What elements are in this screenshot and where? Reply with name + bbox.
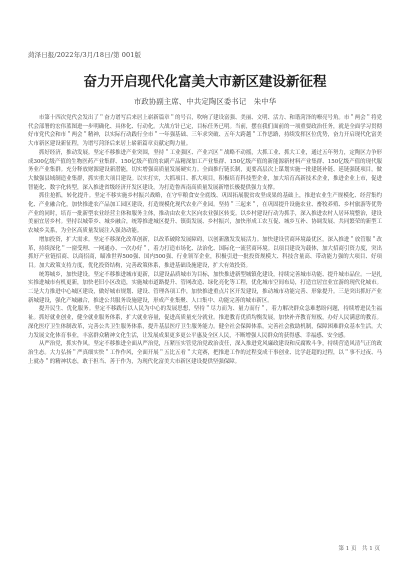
article-author: 市政协副主席、中共定陶区委书记 朱中华 <box>133 97 277 106</box>
article-title: 奋力开启现代化富美大市新区建设新征程 <box>83 74 327 90</box>
paragraph-2: 抓好经济，推动发展。坚定不移推进产业突围，坚持＂工业强区、产业兴区＂战略不动摇，大抓工业、抓大工业，通过五年努力，定陶区力争形成300亿级产值的生物医药产业集群、150亿级产值的农副产品精深加工产业集群、150亿级产值的新能源新材料产业集群、150亿级产值的现代服务业产业集群。充分释放财源建设新潜能，切实增强高质量发展硬实力。全面推行链长制，更要高层次上谋划实施一批建链补链、延链强链项目，做大做强县域制造业集群，抓实重大项目建设。以实打实，大抓项目、抓大项目，积极培育科技型企业，加大培育高新技术企业，推进企业上市，促进智能化、数字化转型，深入推进省级经济开发区建设，为打造鲁西南高质量发展新增长极提供强力支撑。 <box>28 149 382 191</box>
newspaper-meta: 菏泽日报/2022年/3月/18日/第 001版 <box>28 51 142 59</box>
paragraph-5: 统筹城乡，加快建设。坚定不移推进城市更新，以建设品质城市为目标，加快推进新型城镇化建设，持续完善城市功能、提升城市品位。一是扎实推进城市有机更新，加快老旧小区改造，实施城市道路提升、管网改造、绿化亮化等工程，优化城市空间布局，打造宜居宜业宜游的现代化城市。二是大力推进中心城区建设，做好城市规划、建设、管理各项工作，加快推进重点片区开发建设，推动城市功能完善、形象提升。三是突出抓好产业新城建设，强化产城融合，推进公共服务设施建设，形成产业集聚、人口集中、功能完善的城市新区。 <box>28 271 382 304</box>
paragraph-4: 增加投资，扩大需求。坚定不移深化改革创新，以改革破除发展障碍，以创新激发发展活力。加快建设营商环境最优区，深入推进＂放管服＂改革，持续深化＂一窗受理、一网通办、一次办好＂，着力打造市场化、法治化、国际化一流营商环境。以项目建设为载体，加大招商引资力度，突出抓好产业链招商、以商招商，瞄准世界500强、国内500强、行业领军企业，积极引进一批投资规模大、科技含量高、带动能力强的大项目、好项目。加大政策支持力度，优化投资结构，完善政策体系，推进基础设施建设，扩大有效投资。 <box>28 236 382 269</box>
paragraph-7: 从严治党，抓实作风。坚定不移推进全面从严治党，压紧压实管党治党政治责任，深入推进党风廉政建设和反腐败斗争，持续营造风清气正的政治生态。大力弘扬＂严真细实快＂工作作风，全面开展＂五比五看＂大竞赛，把推进工作的过程变成干事创业、比学赶超的过程，以＂事不过夜、马上就办＂的精神状态，敢于担当、善于作为，为现代化富美大市新区建设提供坚强保障。 <box>28 341 382 365</box>
paragraph-3: 抓住抢抓，转化提升。坚定不移实施乡村振兴战略，在守牢粮食安全底线、巩固拓展脱贫攻坚成果的基础上，推进农业生产规模化、经营集约化、产业融合化，加快推进农产品加工园区建设，打造规模化现代农业产业园。坚持＂三起来＂，在巩固提升设施农业、畜牧养殖、乡村旅游等优势产业的同时，培育一批新型农业经营主体和服务主体，推动由农业大区向农业强区转变。以乡村建设行动为抓手，深入推进农村人居环境整治，建设美丽宜居乡村。坚持以城带乡、城乡融合，统筹推进城区提升、镇街发展、乡村振兴，加快形成工农互促、城乡互补、协调发展、共同繁荣的新型工农城乡关系，为全区高质量发展注入强劲动能。 <box>28 193 382 235</box>
article-body <box>28 114 382 366</box>
page-number: 第 1 页 共 1 页 <box>338 546 380 552</box>
paragraph-1: 市第十四次党代会发出了＂奋力谱写后来居上崭新篇章＂的号召，吹响了建设富强、美丽、文明、活力、和谐菏泽的嘹亮号角。市＂两会＂将党代会部署的宏伟蓝图进一步明确化、具体化、行动化。大战方针已定，目标任务已明。当前，摆在我们面前的一项重要政治任务，就是全面学习贯彻好市党代会和市＂两会＂精神，以实际行动践行全市＂一年强基础、三年求突破、五年大跨越＂工作思路，持续发挥区位优势，奋力开启现代化富美大市新区建设新征程，为谱写菏泽后来居上崭新篇章贡献定陶力量。 <box>28 115 382 148</box>
paragraph-6: 提升民生、优化服务。坚定不移践行以人民为中心的发展思想，坚持＂尽力而为、量力而行＂，着力解决群众急难愁盼问题，持续增进民生福祉。抓好就业创业，健全就业服务体系，扩大就业容量，促进高质量充分就业。推进教育优质均衡发展，加快补齐教育短板，办好人民满意的教育。深化医疗卫生体制改革，完善公共卫生服务体系，提升基层医疗卫生服务能力。健全社会保障体系，完善社会救助机制，保障困难群众基本生活。大力发展文化体育事业，丰富群众精神文化生活，让发展成果更多更公平惠及全区人民，不断增强人民群众的获得感、幸福感、安全感。 <box>28 306 382 339</box>
